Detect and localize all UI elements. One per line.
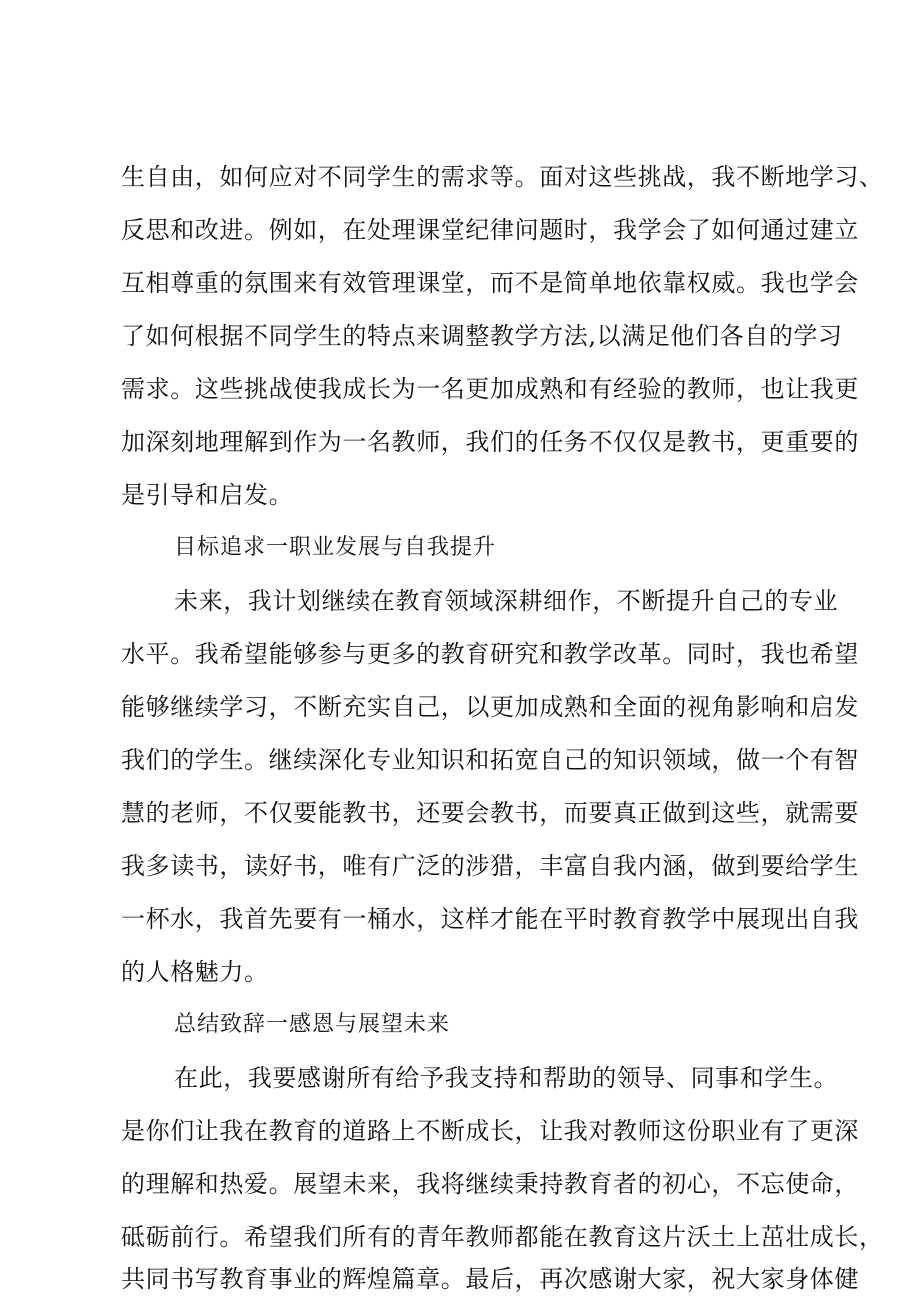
paragraph-line: 未来，我计划继续在教育领域深耕细作，不断提升自己的专业 bbox=[174, 587, 839, 615]
paragraph-line: 的理解和热爱。展望未来，我将继续秉持教育者的初心，不忘使命， bbox=[121, 1170, 859, 1198]
section-heading: 目标追求一职业发展与自我提升 bbox=[174, 535, 497, 560]
paragraph-line: 加深刻地理解到作为一名教师，我们的任务不仅仅是教书，更重要的 bbox=[121, 428, 859, 456]
paragraph-line: 是引导和启发。 bbox=[121, 481, 294, 509]
paragraph-line: 能够继续学习，不断充实自己，以更加成熟和全面的视角影响和启发 bbox=[121, 693, 859, 721]
paragraph-line: 在此，我要感谢所有给予我支持和帮助的领导、同事和学生。 bbox=[174, 1064, 839, 1092]
paragraph-line: 慧的老师，不仅要能教书，还要会教书，而要真正做到这些，就需要 bbox=[121, 799, 859, 827]
paragraph-line: 了如何根据不同学生的特点来调整教学方法,以满足他们各自的学习 bbox=[121, 322, 843, 350]
paragraph-line: 我们的学生。继续深化专业知识和拓宽自己的知识领域，做一个有智 bbox=[121, 746, 859, 774]
paragraph-line: 一杯水，我首先要有一桶水，这样才能在平时教育教学中展现出自我 bbox=[121, 905, 859, 933]
paragraph-line: 需求。这些挑战使我成长为一名更加成熟和有经验的教师，也让我更 bbox=[121, 375, 859, 403]
paragraph-line: 水平。我希望能够参与更多的教育研究和教学改革。同时，我也希望 bbox=[121, 640, 859, 668]
paragraph-line: 是你们让我在教育的道路上不断成长，让我对教师这份职业有了更深 bbox=[121, 1117, 859, 1145]
section-heading: 总结致辞一感恩与展望未来 bbox=[174, 1012, 451, 1037]
paragraph-line: 生自由，如何应对不同学生的需求等。面对这些挑战，我不断地学习、 bbox=[121, 163, 884, 191]
paragraph-line: 共同书写教育事业的辉煌篇章。最后，再次感谢大家，祝大家身体健 bbox=[121, 1265, 859, 1293]
paragraph-line: 互相尊重的氛围来有效管理课堂，而不是简单地依靠权威。我也学会 bbox=[121, 269, 859, 297]
paragraph-line: 反思和改进。例如，在处理课堂纪律问题时，我学会了如何通过建立 bbox=[121, 216, 859, 244]
paragraph-line: 的人格魅力。 bbox=[121, 958, 269, 986]
paragraph-line: 砥砺前行。希望我们所有的青年教师都能在教育这片沃土上茁壮成长， bbox=[121, 1223, 884, 1251]
paragraph-line: 我多读书，读好书，唯有广泛的涉猎，丰富自我内涵，做到要给学生 bbox=[121, 852, 859, 880]
